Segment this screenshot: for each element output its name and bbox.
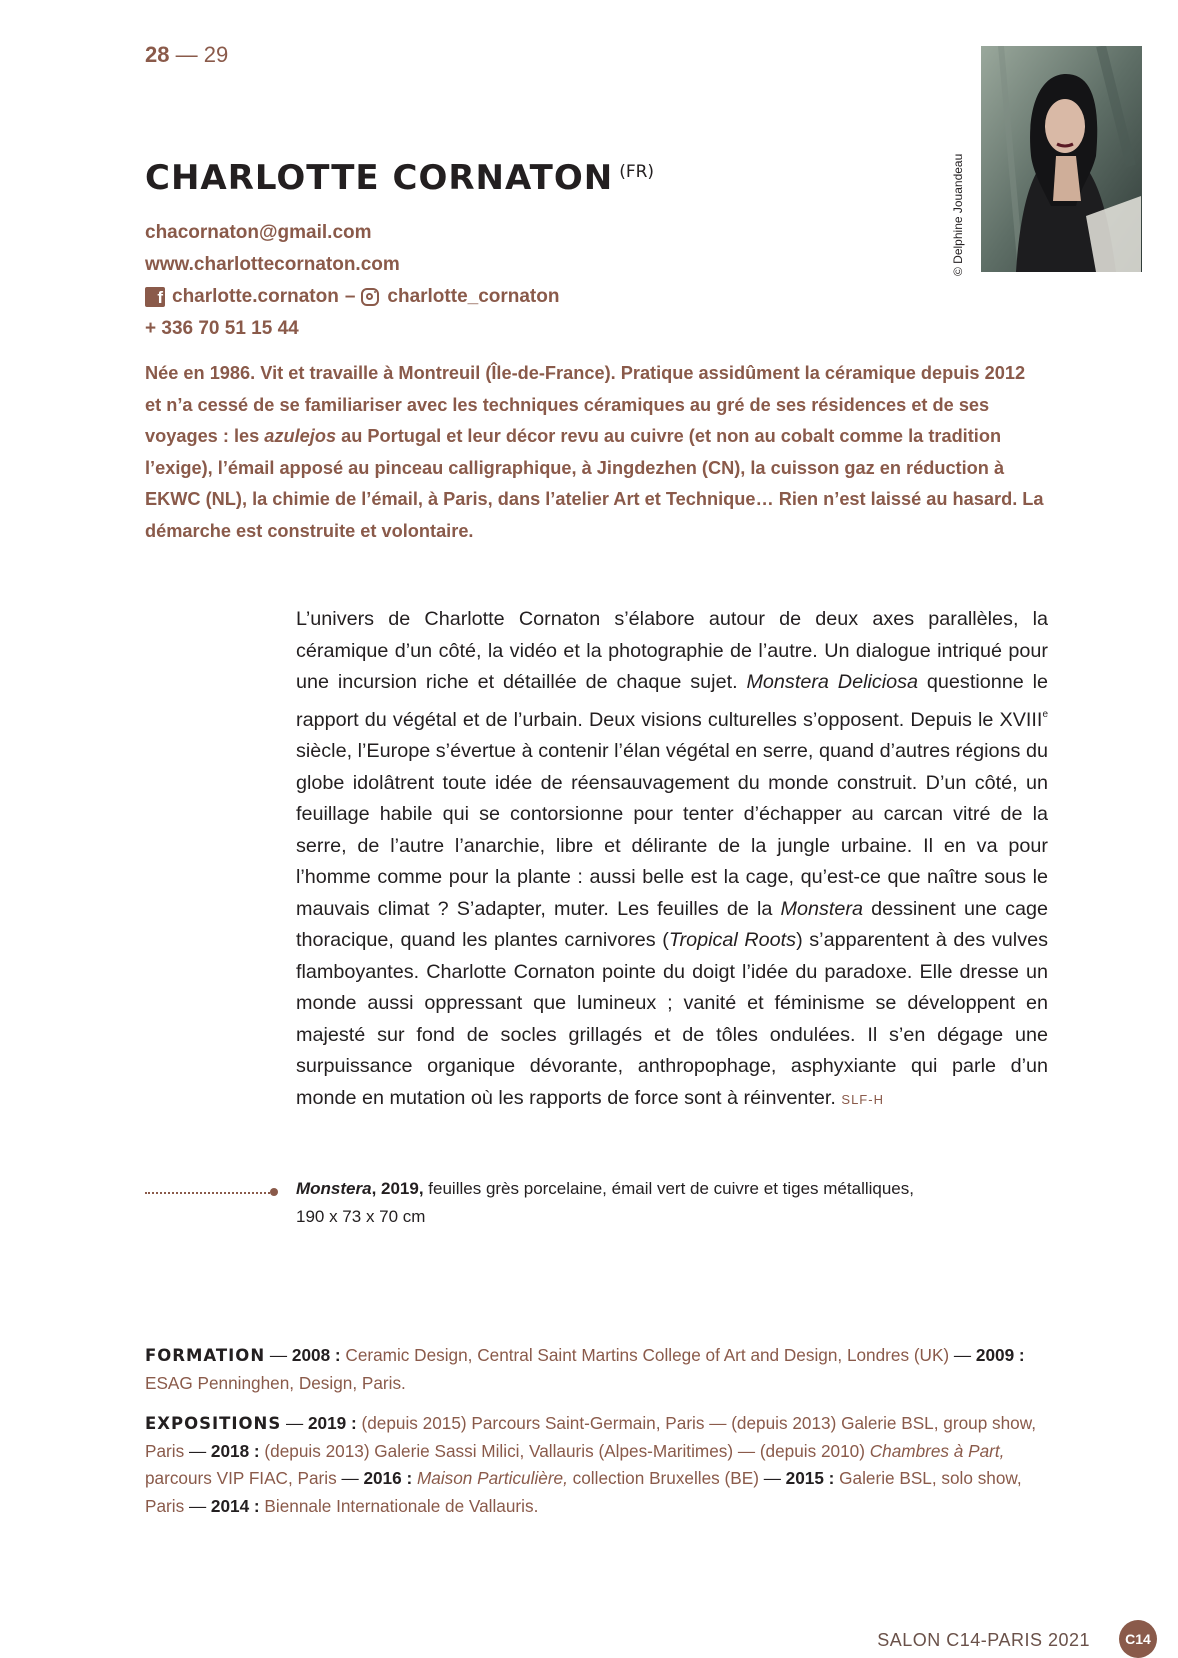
- expo-entry-2018-a: (depuis 2013) Galerie Sassi Milici, Vallauris (Alpes-Maritimes) — (depuis 2010): [259, 1440, 870, 1461]
- footer-label: SALON C14-PARIS 2021: [877, 1630, 1090, 1650]
- instagram-icon: [361, 288, 379, 306]
- essay-emphasis-3: Tropical Roots: [668, 929, 797, 951]
- essay-emphasis-2: Monstera: [780, 897, 863, 920]
- expo-year-2019: 2019 :: [308, 1413, 357, 1433]
- website-link[interactable]: www.charlottecornaton.com: [145, 254, 400, 275]
- page-numbers: [145, 42, 228, 68]
- artist-name-text: CHARLOTTE CORNATON: [145, 158, 614, 198]
- artwork-year: , 2019,: [371, 1179, 424, 1198]
- essay-text-2: questionne le rapport du végétal et de l’urbain. Deux visions culturelles s’opposent. Depuis le XVIII: [296, 671, 1048, 731]
- c14-badge: C14: [1119, 1620, 1157, 1658]
- formation-heading: FORMATION: [145, 1346, 266, 1365]
- formation-entry-2008: Ceramic Design, Central Saint Martins College of Art and Design, Londres (UK): [340, 1345, 950, 1365]
- essay-text-1: L’univers de Charlotte Cornaton s’élabore autour de deux axes parallèles, la céramique d’un côté, la vidéo et la photographie de l’autre. Un dialogue intriqué pour une incursion riche et détaillée de chaque sujet.: [296, 608, 1048, 693]
- artwork-materials: feuilles grès porcelaine, émail vert de cuivre et tiges métalliques,: [423, 1179, 914, 1198]
- expo-separator-3: —: [758, 1468, 786, 1488]
- facebook-link[interactable]: charlotte.cornaton: [172, 286, 339, 307]
- intro-text-1: Née en 1986. Vit et travaille à Montreuil (Île-de-France). Pratique assidûment la céramique depuis 2012 et n’a cessé de se familiariser avec les techniques céramiques au gré de ses résidences et de ses voyages : les: [145, 363, 1026, 447]
- formation-entry-2009: ESAG Penninghen, Design, Paris.: [145, 1372, 406, 1393]
- essay-text-5: ) s’apparentent à des vulves flamboyantes. Charlotte Cornaton pointe du doigt l’idée du paradoxe. Elle dresse un monde aussi oppressant que lumineux ; vanité et féminisme se développent en majesté sur fond de socles grillagés et de tôles ondulées. Il s’en dégage une surpuissance organique dévorante, anthropophage, asphyxiante qui parle d’un monde en mutation où les rapports de force sont à réinventer.: [296, 929, 1048, 1109]
- artist-country: (FR): [619, 162, 655, 182]
- expo-entry-2015: Galerie BSL, solo show, Paris: [145, 1468, 1022, 1516]
- artist-portrait: [981, 46, 1142, 272]
- formation-year-2008: 2008 :: [291, 1345, 341, 1365]
- artist-intro: [145, 358, 1045, 548]
- contact-block: [145, 217, 559, 345]
- expo-separator-1: —: [184, 1440, 211, 1461]
- artist-essay: [296, 604, 1048, 1115]
- facebook-icon: f: [145, 287, 165, 307]
- artwork-title: Monstera: [296, 1179, 372, 1198]
- expo-entry-2014: Biennale Internationale de Vallauris.: [259, 1495, 539, 1516]
- contact-separator: –: [344, 286, 356, 307]
- cv-expositions: [145, 1410, 1055, 1520]
- expositions-heading: EXPOSITIONS: [145, 1414, 282, 1433]
- expo-entry-2019: (depuis 2015) Parcours Saint-Germain, Paris — (depuis 2013) Galerie BSL, group show, Paris: [145, 1413, 1036, 1461]
- expo-year-2015: 2015 :: [785, 1468, 835, 1488]
- essay-text-3: siècle, l’Europe s’évertue à contenir l’élan végétal en serre, quand d’autres régions du globe idolâtrent toute idée de réensauvagement du monde construit. D’un côté, un feuillage habile qui se contorsionne pour tenter d’échapper au carcan vitré de la serre, de l’autre l’anarchie, libre et délirante de la jungle urbaine. Il en va pour l’homme comme pour la plante : aussi belle est la cage, qu’est-ce que naître sous le mauvais climat ? S’adapter, muter. Les feuilles de la: [296, 740, 1048, 920]
- expo-year-2014: 2014 :: [210, 1495, 260, 1516]
- expo-entry-2016: collection Bruxelles (BE): [567, 1468, 759, 1488]
- expo-entry-2016-title: Maison Particulière,: [412, 1468, 568, 1488]
- essay-signature: SLF-H: [841, 1091, 884, 1107]
- caption-bullet: [270, 1188, 278, 1196]
- expo-year-2016: 2016 :: [363, 1468, 413, 1488]
- page-number-next: 29: [203, 42, 229, 67]
- expositions-dash: —: [281, 1413, 308, 1433]
- photo-credit: © Delphine Jouandeau: [951, 153, 965, 276]
- artwork-dimensions: 190 x 73 x 70 cm: [296, 1207, 426, 1226]
- essay-emphasis-1: Monstera Deliciosa: [746, 671, 919, 693]
- caption-leader-dots: [145, 1192, 273, 1194]
- essay-text-4: dessinent une cage thoracique, quand les plantes carnivores (: [296, 897, 1048, 951]
- phone-number: + 336 70 51 15 44: [145, 318, 299, 339]
- expo-separator-4: —: [184, 1495, 211, 1516]
- formation-separator: —: [949, 1345, 976, 1365]
- intro-text-2: au Portugal et leur décor revu au cuivre (et non au cobalt comme la tradition l’exige), l’émail apposé au pinceau calligraphique, à Jingdezhen (CN), la cuisson gaz en réduction à EKWC (NL), la chimie de l’émail, à Paris, dans l’atelier Art et Technique… Rien n’est laissé au hasard. La démarche est construite et volontaire.: [145, 426, 1044, 541]
- page-number-current: 28: [145, 42, 170, 67]
- expo-entry-2018-b: parcours VIP FIAC, Paris: [145, 1468, 337, 1488]
- cv-formation: [145, 1342, 1055, 1397]
- expo-year-2018: 2018 :: [210, 1440, 260, 1461]
- page-number-separator: —: [175, 42, 198, 67]
- essay-superscript: e: [1042, 708, 1048, 720]
- artist-name: [145, 158, 654, 198]
- instagram-link[interactable]: charlotte_cornaton: [387, 286, 560, 307]
- email-link[interactable]: chacornaton@gmail.com: [145, 222, 372, 243]
- formation-year-2009: 2009 :: [975, 1345, 1025, 1365]
- intro-emphasis: azulejos: [264, 426, 337, 447]
- artwork-caption: [296, 1175, 996, 1231]
- formation-dash: —: [265, 1345, 292, 1365]
- expo-entry-2018-title: Chambres à Part,: [869, 1440, 1005, 1461]
- expo-separator-2: —: [336, 1468, 364, 1488]
